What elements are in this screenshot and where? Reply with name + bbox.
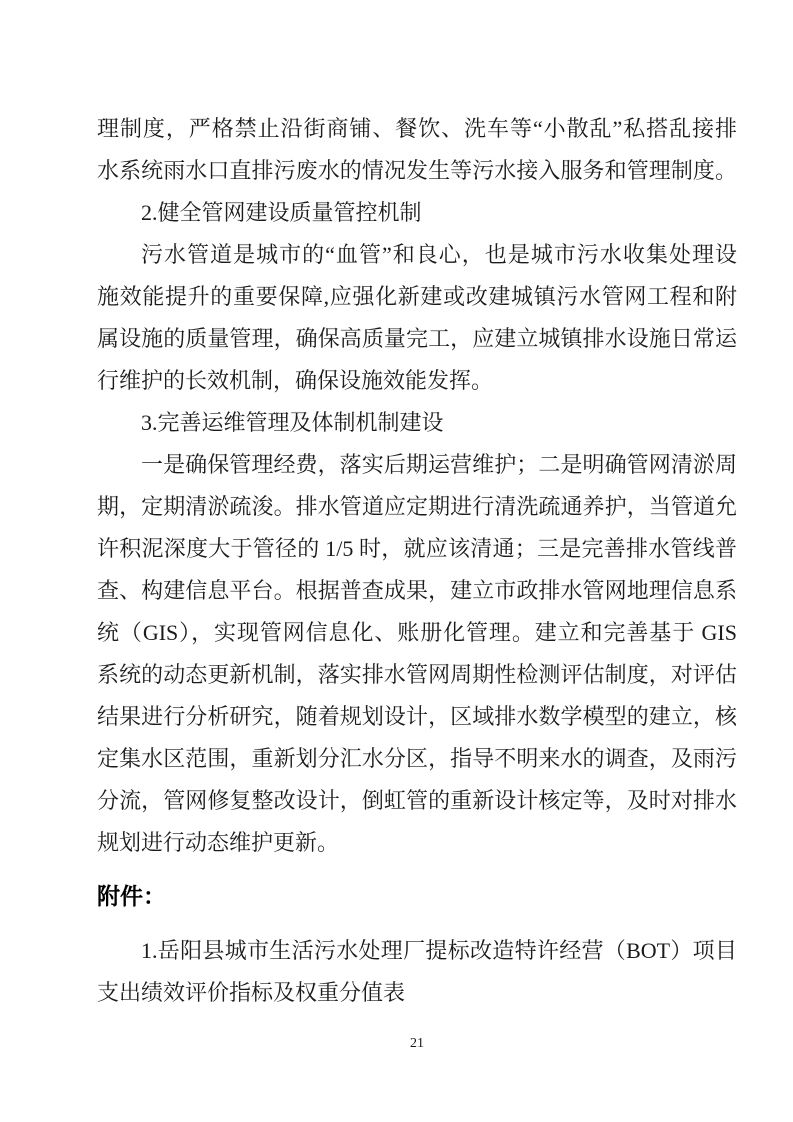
document-body	[97, 108, 737, 1014]
text-line: 污水管道是城市的“血管”和良心，也是城市污水收集处理设	[141, 242, 737, 267]
text-line: 2.健全管网建设质量管控机制	[141, 200, 422, 225]
text-line: 定集水区范围，重新划分汇水分区，指导不明来水的调查，及雨污	[97, 746, 737, 771]
text-line: 1.岳阳县城市生活污水处理厂提标改造特许经营（BOT）项目	[141, 938, 737, 963]
text-line: 水系统雨水口直排污废水的情况发生等污水接入服务和管理制度。	[97, 158, 737, 183]
text-line: 属设施的质量管理，确保高质量完工，应建立城镇排水设施日常运	[97, 326, 737, 351]
text-line: 施效能提升的重要保障,应强化新建或改建城镇污水管网工程和附	[97, 284, 737, 309]
text-line: 理制度，严格禁止沿街商铺、餐饮、洗车等“小散乱”私搭乱接排	[97, 116, 737, 141]
text-line: 期，定期清淤疏浚。排水管道应定期进行清洗疏通养护，当管道允	[97, 494, 737, 519]
text-line: 结果进行分析研究，随着规划设计，区域排水数学模型的建立，核	[97, 704, 737, 729]
attachment-heading: 附件：	[97, 883, 166, 909]
text-line: 查、构建信息平台。根据普查成果，建立市政排水管网地理信息系	[97, 578, 737, 603]
text-line: 行维护的长效机制，确保设施效能发挥。	[97, 368, 494, 393]
text-line: 3.完善运维管理及体制机制建设	[141, 410, 444, 435]
text-line: 规划进行动态维护更新。	[97, 830, 340, 855]
text-line: 支出绩效评价指标及权重分值表	[97, 980, 406, 1005]
text-line: 许积泥深度大于管径的 1/5 时，就应该清通；三是完善排水管线普	[97, 536, 737, 561]
text-line: 系统的动态更新机制，落实排水管网周期性检测评估制度，对评估	[97, 662, 737, 687]
text-line: 分流，管网修复整改设计，倒虹管的重新设计核定等，及时对排水	[97, 788, 737, 813]
text-line: 统（GIS），实现管网信息化、账册化管理。建立和完善基于 GIS	[97, 620, 737, 645]
text-line: 一是确保管理经费，落实后期运营维护；二是明确管网清淤周	[141, 452, 737, 477]
page-number: 21	[410, 1036, 424, 1051]
